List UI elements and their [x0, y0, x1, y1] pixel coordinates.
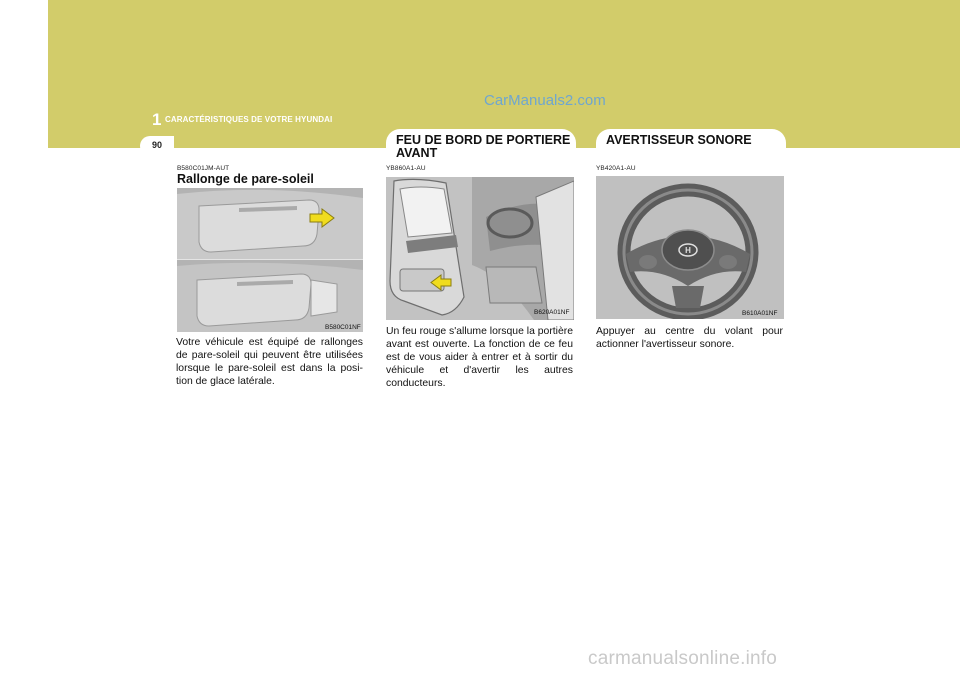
section-code: YB860A1-AU: [386, 165, 426, 172]
image-label: B580C01NF: [325, 324, 361, 331]
sun-visor-illustration: [177, 188, 363, 332]
section-body: Appuyer au centre du volant pour actionner l'avertisseur sonore.: [596, 326, 783, 350]
open-door-illustration: [386, 177, 574, 320]
arrow-right-icon: [309, 208, 335, 228]
svg-text:H: H: [685, 246, 691, 255]
steering-wheel-illustration: [596, 176, 784, 319]
chapter-number: 1: [152, 110, 162, 129]
section-body: Votre véhicule est équipé de rallonges de pare-soleil qui peuvent être utilisées lorsque le pare-soleil est dans la posi- tion de glace latérale.: [176, 337, 363, 387]
watermark-bottom[interactable]: carmanualsonline.info: [588, 648, 778, 669]
page-number: 90: [152, 140, 163, 150]
section-subheading: Rallonge de pare-soleil: [177, 172, 314, 186]
arrow-left-icon: [430, 274, 452, 291]
watermark-top[interactable]: CarManuals2.com: [484, 92, 606, 109]
horn-image: [596, 176, 784, 319]
image-label: B610A01NF: [742, 310, 778, 317]
section-title-door-light: FEU DE BORD DE PORTIERE AVANT: [396, 133, 571, 160]
header-band: [48, 0, 960, 148]
section-title-horn: AVERTISSEUR SONORE: [606, 133, 752, 147]
section-body: Un feu rouge s'allume lorsque la portière avant est ouverte. La fonction de ce feu est de vous aider à entrer et à sortir du véhicule et d'avertir les autres conducteurs.: [386, 326, 573, 389]
door-light-image: [386, 177, 574, 320]
section-code: YB420A1-AU: [596, 165, 636, 172]
chapter-title: CARACTÉRISTIQUES DE VOTRE HYUNDAI: [165, 115, 333, 124]
section-code: B580C01JM-AUT: [177, 165, 230, 172]
image-label: B620A01NF: [534, 309, 570, 316]
sun-visor-image: [177, 188, 363, 332]
